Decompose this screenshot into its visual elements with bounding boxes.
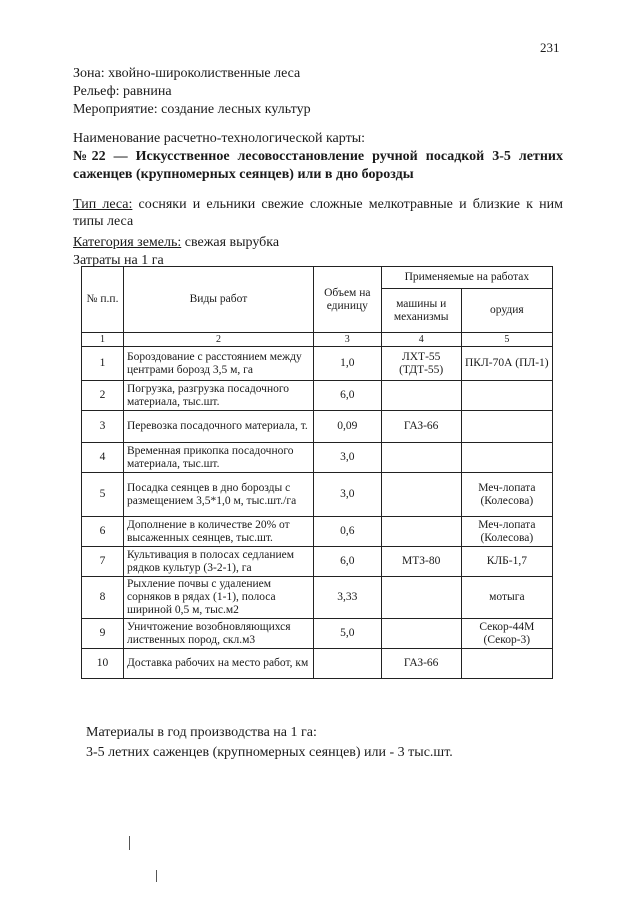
row-work: Уничтожение возобновляющихся лиственных пород, скл.м3	[124, 619, 314, 649]
header-tools: орудия	[461, 289, 552, 333]
row-machines	[381, 443, 461, 473]
row-machines: ЛХТ-55 (ТДТ-55)	[381, 347, 461, 381]
row-num: 3	[82, 411, 124, 443]
column-number-row	[82, 333, 553, 347]
land-category-value: свежая вырубка	[181, 235, 280, 250]
table-row	[82, 347, 553, 381]
column-number: 5	[461, 333, 552, 347]
header-machines: машины и механизмы	[381, 289, 461, 333]
row-machines: ГАЗ-66	[381, 649, 461, 679]
row-tools: мотыга	[461, 577, 552, 619]
works-table	[81, 266, 553, 679]
costs-label: Затраты на 1 га	[73, 253, 164, 268]
header-work: Виды работ	[124, 267, 314, 333]
row-work: Посадка сеянцев в дно борозды с размещением 3,5*1,0 м, тыс.шт./га	[124, 473, 314, 517]
table-row	[82, 619, 553, 649]
page-number: 231	[540, 40, 560, 55]
card-title: №22 — Искусственное лесовосстановление ручной посадкой 3-5 летних саженцев (крупномерных сеянцев) или в дно борозды	[73, 149, 563, 182]
table-row	[82, 577, 553, 619]
page-header	[73, 65, 311, 119]
table-row	[82, 443, 553, 473]
header-num: № п.п.	[82, 267, 124, 333]
row-tools: Меч-лопата (Колесова)	[461, 517, 552, 547]
row-tools	[461, 381, 552, 411]
row-num: 8	[82, 577, 124, 619]
row-volume: 3,33	[313, 577, 381, 619]
row-num: 4	[82, 443, 124, 473]
row-num: 10	[82, 649, 124, 679]
row-work: Дополнение в количестве 20% от высаженных сеянцев, тыс.шт.	[124, 517, 314, 547]
row-tools: Секор-44М (Секор-3)	[461, 619, 552, 649]
row-machines	[381, 517, 461, 547]
row-num: 9	[82, 619, 124, 649]
row-tools	[461, 443, 552, 473]
row-volume: 0,6	[313, 517, 381, 547]
scan-mark	[129, 836, 130, 850]
card-name-block	[73, 130, 563, 184]
row-volume: 6,0	[313, 547, 381, 577]
row-tools: Меч-лопата (Колесова)	[461, 473, 552, 517]
column-number: 3	[313, 333, 381, 347]
header-volume: Объем на единицу	[313, 267, 381, 333]
row-machines	[381, 473, 461, 517]
table-row	[82, 473, 553, 517]
row-num: 2	[82, 381, 124, 411]
row-num: 6	[82, 517, 124, 547]
row-work: Культивация в полосах седланием рядков культур (3-2-1), га	[124, 547, 314, 577]
row-machines: ГАЗ-66	[381, 411, 461, 443]
row-tools: ПКЛ-70А (ПЛ-1)	[461, 347, 552, 381]
column-number: 4	[381, 333, 461, 347]
forest-type-label: Тип леса:	[73, 197, 133, 212]
row-machines	[381, 577, 461, 619]
row-volume: 5,0	[313, 619, 381, 649]
row-volume: 3,0	[313, 443, 381, 473]
row-work: Временная прикопка посадочного материала, тыс.шт.	[124, 443, 314, 473]
materials-block	[86, 723, 453, 763]
row-work: Доставка рабочих на место работ, км	[124, 649, 314, 679]
row-work: Погрузка, разгрузка посадочного материала, тыс.шт.	[124, 381, 314, 411]
row-machines	[381, 619, 461, 649]
row-volume	[313, 649, 381, 679]
row-volume: 1,0	[313, 347, 381, 381]
relief-line: Рельеф: равнина	[73, 84, 172, 99]
row-num: 7	[82, 547, 124, 577]
zone-line: Зона: хвойно-широколиственные леса	[73, 66, 301, 81]
row-tools	[461, 411, 552, 443]
row-tools: КЛБ-1,7	[461, 547, 552, 577]
row-machines	[381, 381, 461, 411]
row-num: 5	[82, 473, 124, 517]
row-volume: 3,0	[313, 473, 381, 517]
scan-mark	[156, 870, 157, 882]
row-work: Перевозка посадочного материала, т.	[124, 411, 314, 443]
row-tools	[461, 649, 552, 679]
column-number: 2	[124, 333, 314, 347]
land-category	[73, 235, 279, 251]
table-row	[82, 381, 553, 411]
land-category-label: Категория земель:	[73, 235, 182, 250]
card-label: Наименование расчетно-технологической карты:	[73, 131, 366, 146]
table-row	[82, 411, 553, 443]
materials-title: Материалы в год производства на 1 га:	[86, 725, 317, 740]
row-volume: 0,09	[313, 411, 381, 443]
row-work: Бороздование с расстоянием между центрами борозд 3,5 м, га	[124, 347, 314, 381]
forest-type	[73, 196, 563, 230]
header-applied: Применяемые на работах	[381, 267, 552, 289]
row-machines: МТЗ-80	[381, 547, 461, 577]
forest-type-value: сосняки и ельники свежие сложные мелкотравные и близкие к ним типы леса	[73, 197, 563, 229]
table-row	[82, 547, 553, 577]
table-row	[82, 517, 553, 547]
row-volume: 6,0	[313, 381, 381, 411]
measure-line: Мероприятие: создание лесных культур	[73, 102, 311, 117]
row-num: 1	[82, 347, 124, 381]
materials-text: 3-5 летних саженцев (крупномерных сеянцев) или - 3 тыс.шт.	[86, 745, 453, 760]
table-row	[82, 649, 553, 679]
column-number: 1	[82, 333, 124, 347]
row-work: Рыхление почвы с удалением сорняков в рядах (1-1), полоса шириной 0,5 м, тыс.м2	[124, 577, 314, 619]
